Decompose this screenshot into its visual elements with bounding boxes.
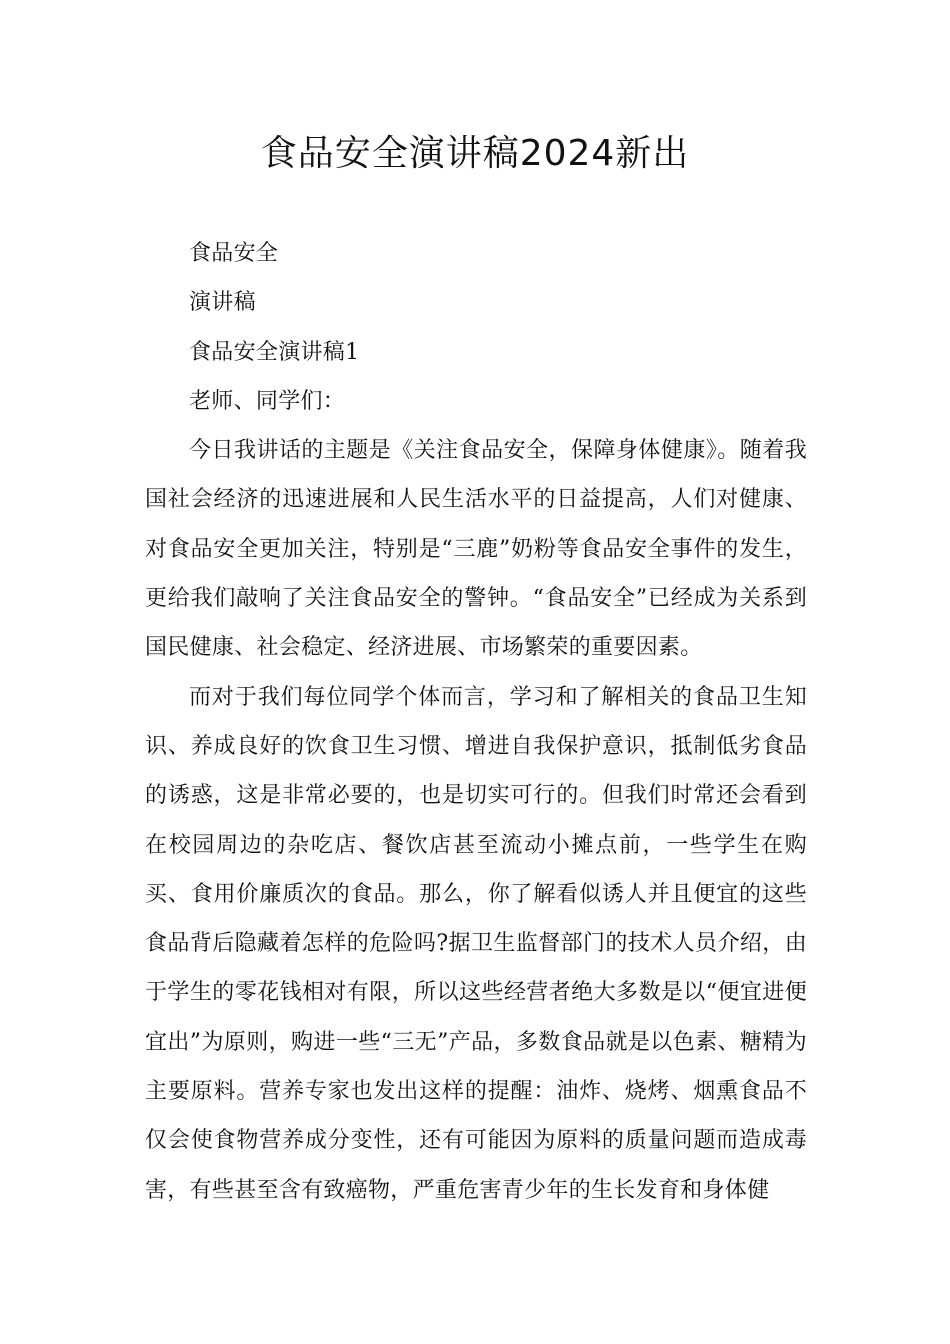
body-paragraph: 而对于我们每位同学个体而言，学习和了解相关的食品卫生知识、养成良好的饮食卫生习惯、增进自我保护意识，抵制低劣食品的诱惑，这是非常必要的，也是切实可行的。但我们时常还会看到在校园周边的杂吃店、餐饮店甚至流动小摊点前，一些学生在购买、食用价廉质次的食品。那么，你了解看似诱人并且便宜的这些食品背后隐藏着怎样的危险吗?据卫生监督部门的技术人员介绍，由于学生的零花钱相对有限，所以这些经营者绝大多数是以“便宜进便宜出”为原则，购进一些“三无”产品，多数食品就是以色素、糖精为主要原料。营养专家也发出这样的提醒：油炸、烧烤、烟熏食品不仅会使食物营养成分变性，还有可能因为原料的质量问题而造成毒害，有些甚至含有致癌物，严重危害青少年的生长发育和身体健 xyxy=(145,684,807,1203)
heading-line-food-safety: 食品安全 xyxy=(189,241,279,266)
document-title: 食品安全演讲稿2024新出 xyxy=(260,133,690,174)
document-body xyxy=(145,229,807,1215)
salutation: 老师、同学们： xyxy=(189,388,346,414)
speech-subtitle: 食品安全演讲稿1 xyxy=(189,339,360,365)
body-paragraph: 今日我讲话的主题是《关注食品安全，保障身体健康》。随着我国社会经济的迅速进展和人民生活水平的日益提高，人们对健康、对食品安全更加关注，特别是“三鹿”奶粉等食品安全事件的发生，更给我们敲响了关注食品安全的警钟。“食品安全”已经成为关系到国民健康、社会稳定、经济进展、市场繁荣的重要因素。 xyxy=(145,438,807,661)
heading-line-speech: 演讲稿 xyxy=(189,290,256,316)
